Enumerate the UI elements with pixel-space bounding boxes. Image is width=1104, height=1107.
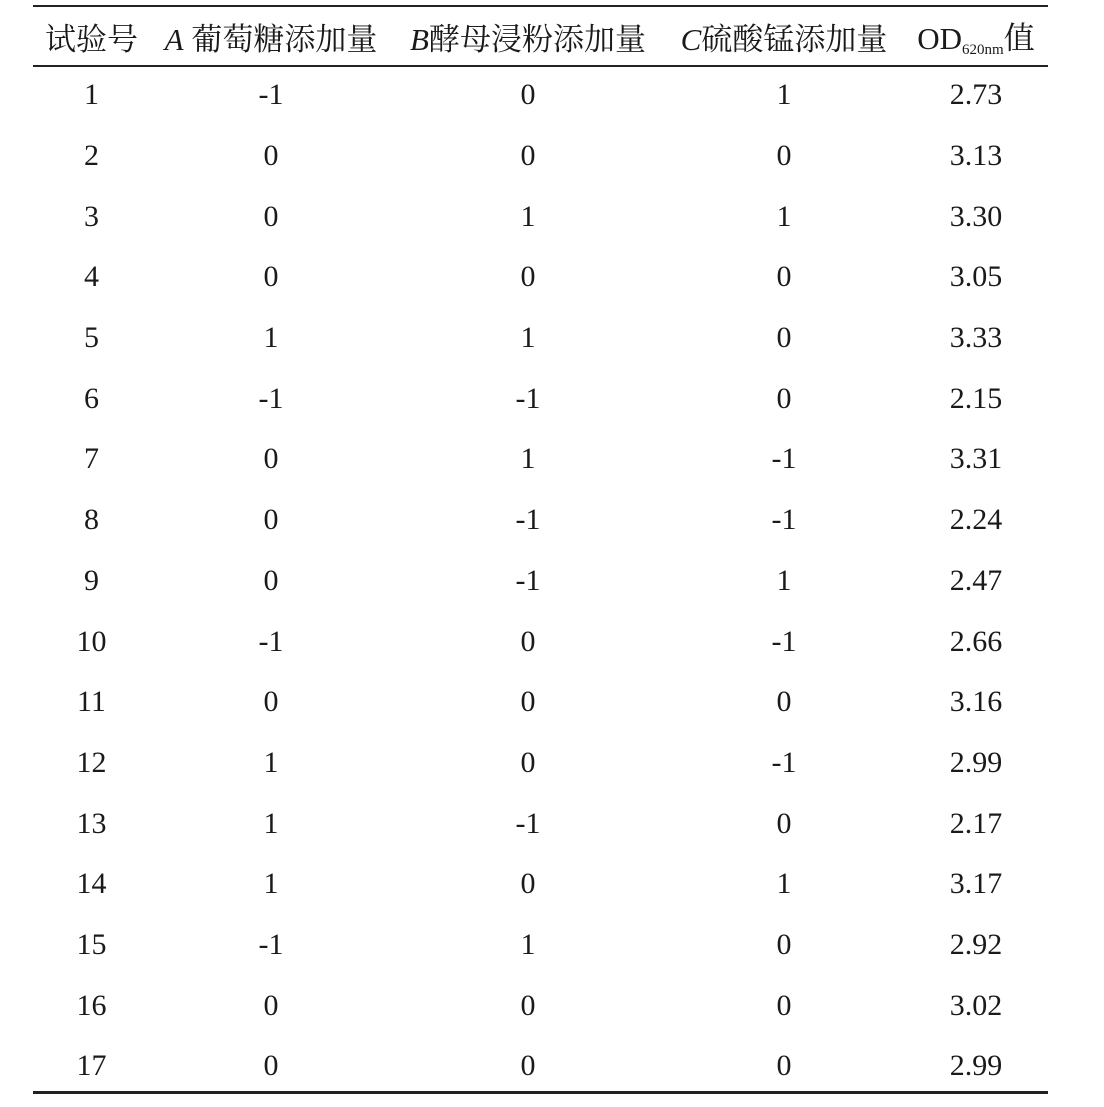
- table-row: [33, 733, 1048, 794]
- header-glucose: [150, 7, 392, 65]
- table-row: [33, 1036, 1048, 1097]
- od-cell: 3.05: [949, 260, 1003, 294]
- trial-cell: 15: [76, 927, 107, 961]
- manganese-sulfate-cell: -1: [771, 624, 797, 658]
- table-row: [33, 611, 1048, 672]
- od-cell: 2.17: [949, 806, 1003, 840]
- od-cell: 3.30: [949, 199, 1003, 233]
- yeast-extract-cell: 1: [520, 199, 536, 233]
- trial-cell: 12: [76, 745, 107, 779]
- od-cell: 3.02: [949, 988, 1003, 1022]
- table-row: [33, 308, 1048, 369]
- table-row: [33, 65, 1048, 126]
- trial-cell: 4: [84, 260, 99, 294]
- trial-cell: 6: [84, 381, 99, 415]
- yeast-extract-cell: 0: [520, 988, 536, 1022]
- yeast-extract-cell: -1: [515, 806, 541, 840]
- trial-cell: 16: [76, 988, 107, 1022]
- trial-cell: 11: [77, 685, 106, 719]
- trial-cell: 13: [76, 806, 107, 840]
- manganese-sulfate-cell: 1: [776, 867, 792, 901]
- glucose-cell: -1: [258, 78, 284, 112]
- yeast-extract-cell: 0: [520, 139, 536, 173]
- glucose-cell: 0: [263, 563, 279, 597]
- glucose-cell: 0: [263, 199, 279, 233]
- manganese-sulfate-cell: 1: [776, 199, 792, 233]
- manganese-sulfate-cell: -1: [771, 442, 797, 476]
- od-cell: 2.66: [949, 624, 1003, 658]
- od-cell: 3.33: [949, 321, 1003, 355]
- header-mn-var: C: [680, 21, 702, 57]
- glucose-cell: 1: [263, 867, 279, 901]
- table-row: [33, 490, 1048, 551]
- manganese-sulfate-cell: 0: [776, 139, 792, 173]
- yeast-extract-cell: 1: [520, 442, 536, 476]
- trial-cell: 9: [84, 563, 99, 597]
- header-yeast-label: 酵母浸粉添加量: [428, 21, 646, 57]
- yeast-extract-cell: 0: [520, 685, 536, 719]
- yeast-extract-cell: 1: [520, 321, 536, 355]
- yeast-extract-cell: -1: [515, 381, 541, 415]
- table-row: [33, 551, 1048, 612]
- glucose-cell: -1: [258, 624, 284, 658]
- od-cell: 2.92: [949, 927, 1003, 961]
- trial-cell: 3: [84, 199, 99, 233]
- glucose-cell: -1: [258, 381, 284, 415]
- header-od-prefix: OD: [917, 21, 963, 56]
- header-glucose-label: 葡萄糖添加量: [191, 21, 378, 57]
- manganese-sulfate-cell: 0: [776, 1049, 792, 1083]
- glucose-cell: 1: [263, 321, 279, 355]
- glucose-cell: 0: [263, 503, 279, 537]
- od-cell: 2.99: [949, 745, 1003, 779]
- yeast-extract-cell: -1: [515, 503, 541, 537]
- od-cell: 3.17: [949, 867, 1003, 901]
- header-manganese-sulfate: [664, 7, 904, 65]
- header-yeast-extract: [392, 7, 664, 65]
- header-trial-label: 试验号: [45, 21, 138, 57]
- table-row: [33, 429, 1048, 490]
- od-cell: 3.13: [949, 139, 1003, 173]
- trial-cell: 2: [84, 139, 99, 173]
- data-table: [33, 7, 1048, 1097]
- header-trial: [33, 7, 150, 65]
- header-yeast-var: B: [410, 21, 429, 57]
- od-cell: 2.73: [949, 78, 1003, 112]
- manganese-sulfate-cell: 0: [776, 260, 792, 294]
- manganese-sulfate-cell: 0: [776, 806, 792, 840]
- manganese-sulfate-cell: 0: [776, 321, 792, 355]
- trial-cell: 5: [84, 321, 99, 355]
- glucose-cell: 0: [263, 1049, 279, 1083]
- yeast-extract-cell: -1: [515, 563, 541, 597]
- od-cell: 2.15: [949, 381, 1003, 415]
- glucose-cell: -1: [258, 927, 284, 961]
- yeast-extract-cell: 0: [520, 78, 536, 112]
- table-row: [33, 126, 1048, 187]
- trial-cell: 8: [84, 503, 99, 537]
- manganese-sulfate-cell: 0: [776, 685, 792, 719]
- manganese-sulfate-cell: 0: [776, 988, 792, 1022]
- table-row: [33, 854, 1048, 915]
- manganese-sulfate-cell: 1: [776, 563, 792, 597]
- glucose-cell: 1: [263, 745, 279, 779]
- trial-cell: 10: [76, 624, 107, 658]
- yeast-extract-cell: 0: [520, 260, 536, 294]
- glucose-cell: 0: [263, 442, 279, 476]
- od-cell: 3.31: [949, 442, 1003, 476]
- header-od: [904, 7, 1048, 65]
- manganese-sulfate-cell: -1: [771, 503, 797, 537]
- glucose-cell: 1: [263, 806, 279, 840]
- table-row: [33, 975, 1048, 1036]
- header-mn-label: 硫酸锰添加量: [701, 21, 888, 57]
- trial-cell: 14: [76, 867, 107, 901]
- table-body: [33, 65, 1048, 1097]
- glucose-cell: 0: [263, 988, 279, 1022]
- manganese-sulfate-cell: 0: [776, 927, 792, 961]
- table-row: [33, 186, 1048, 247]
- table-row: [33, 247, 1048, 308]
- header-row: [33, 7, 1048, 65]
- od-cell: 2.47: [949, 563, 1003, 597]
- yeast-extract-cell: 1: [520, 927, 536, 961]
- table-row: [33, 915, 1048, 976]
- header-od-subscript: 620nm: [962, 42, 1004, 58]
- trial-cell: 7: [84, 442, 99, 476]
- table-row: [33, 672, 1048, 733]
- manganese-sulfate-cell: -1: [771, 745, 797, 779]
- yeast-extract-cell: 0: [520, 1049, 536, 1083]
- yeast-extract-cell: 0: [520, 867, 536, 901]
- trial-cell: 17: [76, 1049, 107, 1083]
- glucose-cell: 0: [263, 685, 279, 719]
- table-row: [33, 368, 1048, 429]
- manganese-sulfate-cell: 1: [776, 78, 792, 112]
- od-cell: 2.99: [949, 1049, 1003, 1083]
- yeast-extract-cell: 0: [520, 745, 536, 779]
- glucose-cell: 0: [263, 260, 279, 294]
- glucose-cell: 0: [263, 139, 279, 173]
- od-cell: 2.24: [949, 503, 1003, 537]
- od-cell: 3.16: [949, 685, 1003, 719]
- header-glucose-var: A: [164, 21, 184, 57]
- header-od-suffix: 值: [1003, 21, 1035, 56]
- manganese-sulfate-cell: 0: [776, 381, 792, 415]
- trial-cell: 1: [84, 78, 99, 112]
- yeast-extract-cell: 0: [520, 624, 536, 658]
- table-row: [33, 793, 1048, 854]
